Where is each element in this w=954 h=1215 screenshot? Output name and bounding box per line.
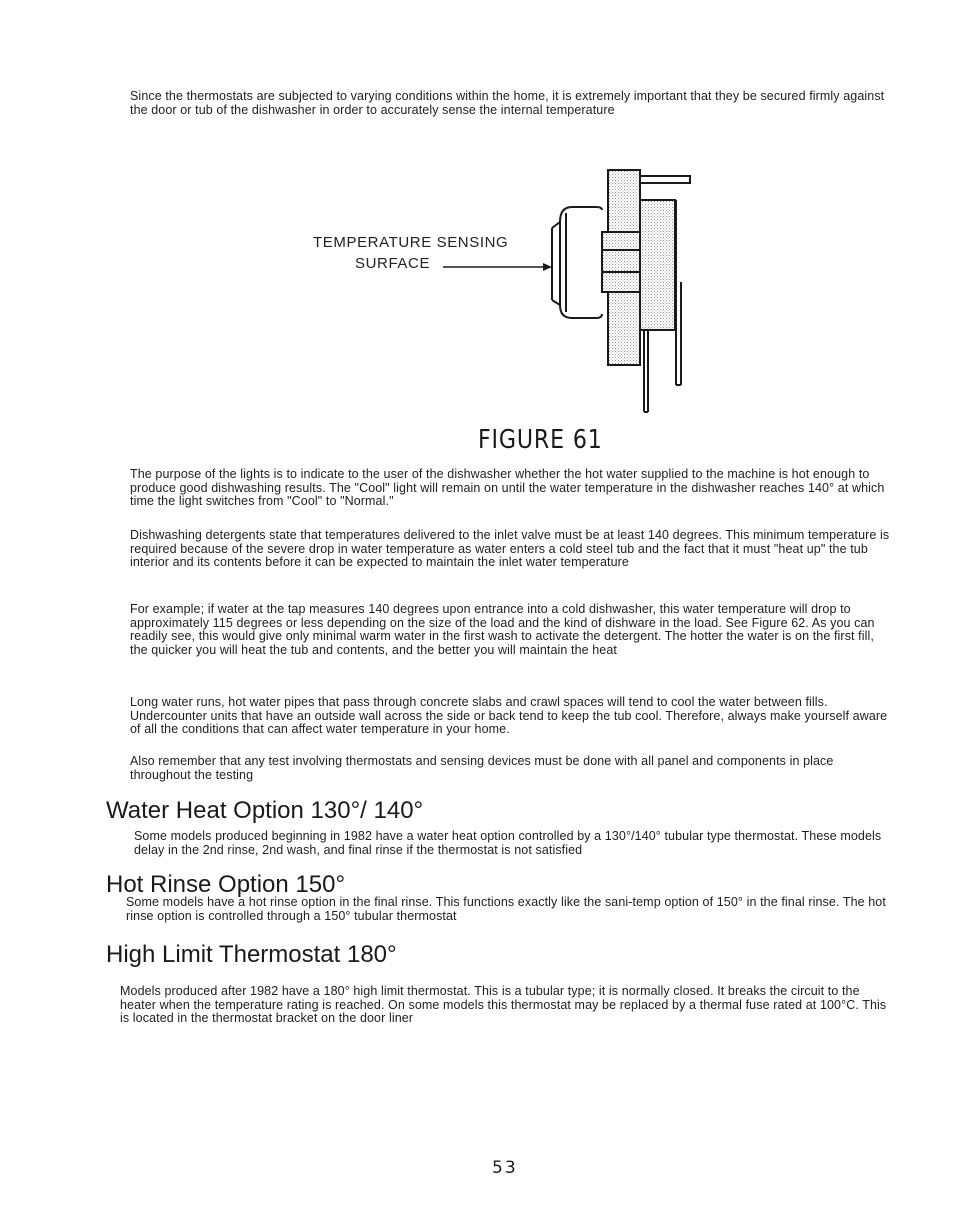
pointer-arrow [443,263,552,271]
figure-label-line1: TEMPERATURE SENSING [313,234,509,251]
body-paragraph: Dishwashing detergents state that temperatures delivered to the inlet valve must be at least 140 degrees. This minimum temperature is required because of the severe drop in water temperature as water enters a cold steel tub and the fact that it must "heat up" the tub interior and its contents before it can be expected to maintain the inlet water temperature [130,528,890,569]
section-paragraph-high-limit: Models produced after 1982 have a 180° high limit thermostat. This is a tubular type; it is normally closed. It breaks the circuit to the heater when the temperature rating is reached. On some models this thermostat may be replaced by a thermal fuse rated at 100°C. This is located in the thermostat bracket on the door liner [120,984,887,1025]
section-heading-water-heat: Water Heat Option 130°/ 140° [106,797,424,824]
section-heading-high-limit: High Limit Thermostat 180° [106,941,397,968]
body-paragraph: Also remember that any test involving thermostats and sensing devices must be done with all panel and components in place throughout the testing [130,754,834,782]
figure-caption: FIGURE 61 [478,425,603,455]
section-paragraph-hot-rinse: Some models have a hot rinse option in the final rinse. This functions exactly like the sani-temp option of 150° in the final rinse. The hot rinse option is controlled through a 150° tubular thermostat [126,895,886,923]
body-paragraph: For example; if water at the tap measures 140 degrees upon entrance into a cold dishwasher, this water temperature will drop to approximately 115 degrees or less depending on the size of the load and the kind of dishware in the load. See Figure 62. As you can readily see, this would give only minimal warm water in the first wash to activate the detergent. The hotter the water is on the first fill, the quicker you will heat the tub and contents, and the better you will maintain the heat [130,602,875,657]
section-heading-hot-rinse: Hot Rinse Option 150° [106,871,346,898]
intro-paragraph: Since the thermostats are subjected to varying conditions within the home, it is extremely important that they be secured firmly against the door or tub of the dishwasher in order to accurately sense the internal temperature [130,89,885,117]
page-number: 53 [492,1158,518,1178]
figure-label-line2: SURFACE [355,255,431,272]
body-paragraph: Long water runs, hot water pipes that pass through concrete slabs and crawl spaces will tend to cool the water between fills. Undercounter units that have an outside wall across the side or back tend to keep the tub cool. Therefore, always make yourself aware of all the conditions that can affect water temperature in your home. [130,695,888,736]
body-paragraph: The purpose of the lights is to indicate to the user of the dishwasher whether the hot water supplied to the machine is hot enough to produce good dishwashing results. The "Cool" light will remain on until the water temperature in the dishwasher reaches 140° at which time the light switches from "Cool" to "Normal." [130,467,885,508]
bracket-shape [552,170,690,412]
thermostat-diagram [0,0,954,440]
section-paragraph-water-heat: Some models produced beginning in 1982 have a water heat option controlled by a 130°/140° tubular type thermostat. These models delay in the 2nd rinse, 2nd wash, and final rinse if the thermostat is not satisfied [134,829,882,857]
